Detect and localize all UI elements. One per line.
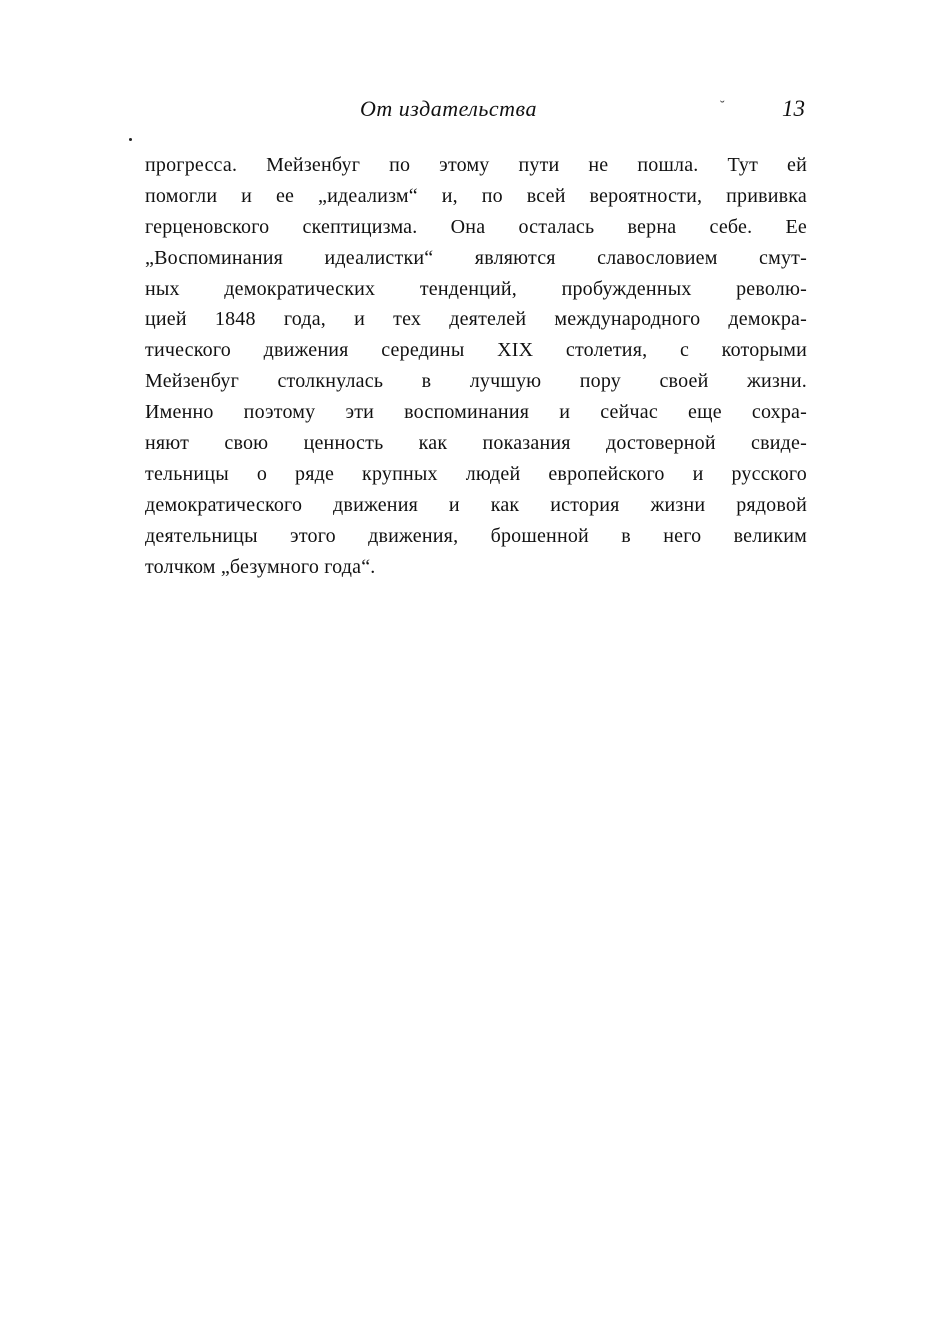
text-line: прогресса. Мейзенбуг по этому пути не пошла. Тут ей [145, 154, 807, 176]
margin-dot [129, 138, 132, 141]
text-line: „Воспоминания идеалистки“ являются славословием смут- [145, 246, 807, 269]
body-text [145, 150, 807, 582]
text-line: деятельницы этого движения, брошенной в него великим [145, 524, 807, 547]
header-mark: ˘ [720, 99, 725, 114]
text-line: тического движения середины XIX столетия, с которыми [145, 339, 807, 362]
running-title: От издательства [360, 96, 537, 121]
text-line: герценовского скептицизма. Она осталась верна себе. Ее [145, 215, 807, 238]
text-line: тельницы о ряде крупных людей европейского и русского [145, 462, 807, 485]
text-line: цией 1848 года, и тех деятелей международного демокра- [145, 308, 807, 331]
text-line: няют свою ценность как показания достоверной свиде- [145, 432, 807, 455]
text-line: Мейзенбуг столкнулась в лучшую пору своей жизни. [145, 370, 807, 393]
page-number: 13 [782, 96, 805, 121]
text-line: помогли и ее „идеализм“ и, по всей вероятности, прививка [145, 184, 807, 207]
running-head [145, 94, 807, 126]
text-line: толчком „безумного года“. [145, 555, 376, 578]
text-line: демократического движения и как история жизни рядовой [145, 493, 807, 516]
text-line: ных демократических тенденций, пробужденных револю- [145, 277, 807, 300]
text-line: Именно поэтому эти воспоминания и сейчас еще сохра- [145, 401, 807, 424]
